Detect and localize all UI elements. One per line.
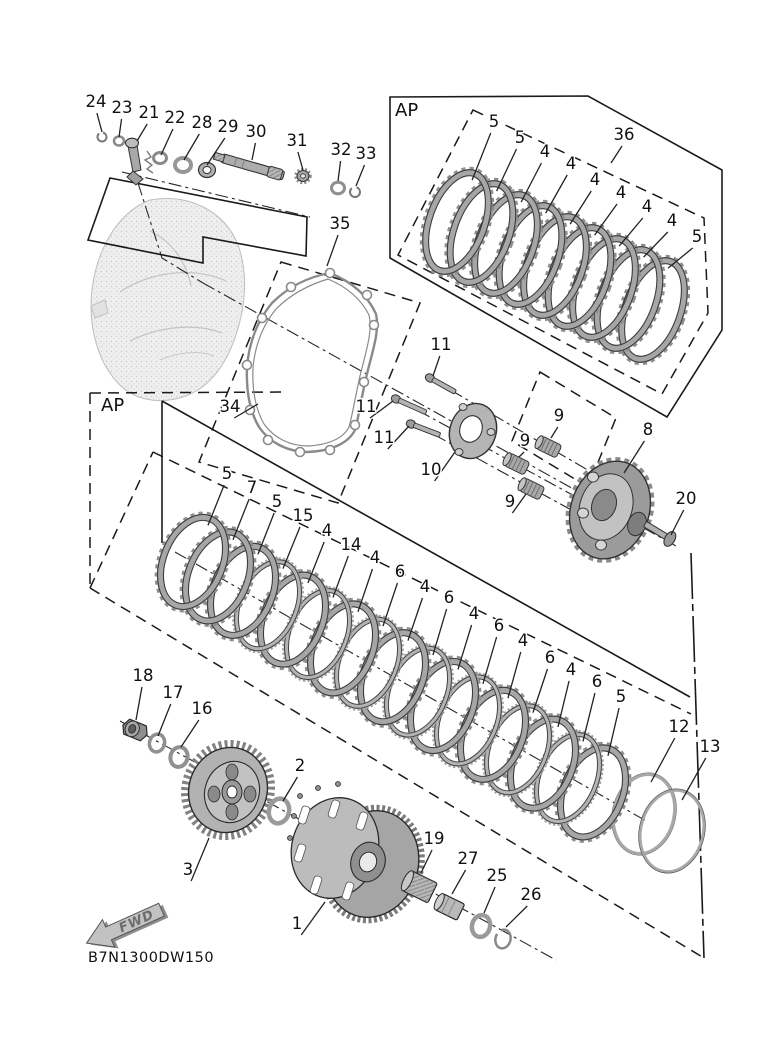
- leader-line-20: [671, 510, 684, 535]
- plate-label-top-6: 4: [641, 197, 653, 216]
- part-label-33-9: 33: [355, 144, 377, 163]
- leader-line-2: [283, 777, 297, 801]
- nut-18: [120, 718, 150, 743]
- lever-arm: [128, 145, 141, 172]
- lifter-ear-1: [459, 404, 467, 411]
- leader-line-6: [483, 637, 497, 684]
- plate-label-lower-6: 4: [369, 548, 381, 567]
- plate-label-lower-7: 6: [394, 562, 406, 581]
- boss-window-1: [226, 764, 238, 780]
- engine-case-art: [91, 199, 245, 401]
- part-label-16-26: 16: [191, 699, 213, 718]
- bolt-11-a: [424, 372, 457, 395]
- gear-31-bore: [301, 174, 306, 178]
- lifter-ear-2: [487, 429, 495, 436]
- stud: [298, 794, 303, 799]
- leader-line-6: [533, 669, 547, 713]
- circlip-24: [98, 133, 107, 142]
- pressure-plate-8: [554, 447, 667, 573]
- leader-line-33: [356, 165, 365, 186]
- spring-boss-2: [578, 508, 589, 518]
- part-label-1-29: 1: [291, 914, 303, 933]
- gasket-bolt-tabs: [243, 269, 379, 457]
- leader-line-14: [333, 556, 348, 597]
- spring-axis-2: [397, 399, 600, 510]
- part-label-18-24: 18: [132, 666, 154, 685]
- boss-window-4: [208, 786, 220, 802]
- part-label-21-2: 21: [138, 103, 160, 122]
- circlip-33: [350, 187, 360, 197]
- leader-line-25: [484, 887, 495, 913]
- plate-label-lower-2: 5: [271, 492, 283, 511]
- part-label-29-5: 29: [217, 117, 239, 136]
- part-label-11-13: 11: [430, 335, 452, 354]
- plate-label-lower-5: 14: [340, 535, 362, 554]
- part-label-19-30: 19: [423, 829, 445, 848]
- leader-line-17: [158, 704, 171, 736]
- retainer-rings: [603, 766, 713, 880]
- clutch-cover-gasket: [243, 269, 379, 457]
- leader-line-22: [161, 129, 173, 155]
- leader-line-9: [519, 452, 524, 457]
- washer-22: [154, 153, 167, 164]
- clutch-spring-9b: [501, 452, 530, 476]
- part-label-26-33: 26: [520, 885, 542, 904]
- plate-label-lower-15: 6: [591, 672, 603, 691]
- leader-line-23: [119, 119, 122, 137]
- part-label-25-32: 25: [486, 866, 508, 885]
- plate-label-lower-3: 15: [292, 506, 314, 525]
- leader-line-5: [472, 133, 491, 180]
- part-label-34-12: 34: [219, 397, 241, 416]
- clutch-boss-3: [172, 731, 285, 849]
- part-label-11-15: 11: [373, 428, 395, 447]
- leader-line-35: [327, 235, 338, 266]
- primary-parts: [120, 718, 513, 950]
- diagram-code: B7N1300DW150: [88, 950, 215, 966]
- plate-label-lower-12: 4: [517, 631, 529, 650]
- spacer-27: [432, 892, 465, 920]
- plate-label-top-8: 5: [691, 227, 703, 246]
- leader-line-32: [338, 161, 341, 181]
- leader-line-1: [301, 902, 325, 935]
- plate-label-top-2: 4: [539, 142, 551, 161]
- plate-label-lower-9: 6: [443, 588, 455, 607]
- plate-label-top-7: 4: [666, 211, 678, 230]
- part-label-10-16: 10: [420, 460, 442, 479]
- leader-line-3: [191, 838, 209, 881]
- release-lever-parts: [98, 133, 361, 198]
- clutch-spring-9a: [533, 435, 562, 459]
- clutch-housing-1: [278, 782, 436, 934]
- bearing-29-bore: [203, 167, 211, 174]
- part-label-11-14: 11: [355, 397, 377, 416]
- boss-window-3: [226, 804, 238, 820]
- leader-line-6: [433, 609, 447, 655]
- stud: [292, 814, 297, 819]
- leader-line-9: [551, 427, 558, 438]
- boss-bore: [227, 786, 237, 798]
- push-rod-shaft-30: [213, 151, 285, 181]
- washer-23: [114, 137, 124, 146]
- part-label-22-3: 22: [164, 108, 186, 127]
- bolt-shaft: [398, 398, 427, 415]
- ap-label-top-right: AP: [395, 100, 419, 121]
- part-label-8-20: 8: [642, 420, 654, 439]
- part-label-9-18: 9: [519, 431, 531, 450]
- leader-line-30: [252, 143, 255, 160]
- plate-label-lower-13: 6: [544, 648, 556, 667]
- leader-line-6: [383, 583, 397, 626]
- lever-spring-22: [145, 151, 153, 173]
- shaft-spline-end: [267, 166, 283, 180]
- lifter-ear-3: [455, 449, 463, 456]
- part-label-24-0: 24: [85, 92, 107, 111]
- lifter-plate-10: [442, 397, 504, 465]
- bolt-11-c: [405, 419, 441, 439]
- part-label-27-31: 27: [457, 849, 479, 868]
- plate-label-top-5: 4: [615, 183, 627, 202]
- leader-line-27: [452, 870, 466, 894]
- seal-28: [175, 158, 191, 172]
- plate-label-lower-10: 4: [468, 604, 480, 623]
- leader-line-12: [651, 738, 675, 782]
- part-label-36-11: 36: [613, 125, 635, 144]
- leader-line-15: [283, 527, 300, 569]
- leader-line-28: [184, 134, 199, 160]
- spring-boss-3: [596, 540, 607, 550]
- leader-line-13: [682, 758, 706, 800]
- plate-label-lower-0: 5: [221, 464, 233, 483]
- leader-line-31: [298, 152, 303, 170]
- push-lever-21: [126, 138, 144, 185]
- leader-line-18: [136, 687, 142, 720]
- lock-washer-17: [147, 732, 166, 753]
- plate-label-lower-1: 7: [246, 478, 258, 497]
- leader-line-26: [506, 906, 527, 927]
- leader-line-16: [181, 720, 199, 747]
- leader-line-24: [97, 113, 102, 132]
- part-label-28-4: 28: [191, 113, 213, 132]
- part-label-30-6: 30: [245, 122, 267, 141]
- spring-boss-1: [588, 472, 599, 482]
- stud: [288, 836, 293, 841]
- leader-line-21: [137, 124, 147, 141]
- lever-foot: [127, 171, 143, 185]
- plate-label-top-1: 5: [514, 128, 526, 147]
- part-label-31-7: 31: [286, 131, 308, 150]
- plate-label-top-3: 4: [565, 154, 577, 173]
- gear-31: [296, 169, 311, 183]
- part-label-3-27: 3: [182, 860, 194, 879]
- boss-window-2: [244, 786, 256, 802]
- plate-label-lower-11: 6: [493, 616, 505, 635]
- ap-label-lower-left: AP: [101, 395, 125, 416]
- stud: [316, 786, 321, 791]
- washer-25: [469, 913, 492, 939]
- part-label-23-1: 23: [111, 98, 133, 117]
- part-label-2-28: 2: [294, 756, 306, 775]
- part-label-20-21: 20: [675, 489, 697, 508]
- bolt-shaft: [413, 423, 441, 438]
- plate-label-lower-16: 5: [615, 687, 627, 706]
- part-label-12-22: 12: [668, 717, 690, 736]
- engine-case-silhouette: [91, 199, 245, 401]
- part-label-35-10: 35: [329, 214, 351, 233]
- part-label-17-25: 17: [162, 683, 184, 702]
- part-label-32-8: 32: [330, 140, 352, 159]
- washer-32: [332, 182, 345, 194]
- clutch-spring-9c: [516, 477, 545, 501]
- part-label-9-17: 9: [553, 406, 565, 425]
- leader-line-36: [611, 146, 622, 163]
- plate-label-lower-14: 4: [565, 660, 577, 679]
- lower-stack-box-left: [90, 452, 153, 588]
- lever-boss: [126, 138, 139, 148]
- leader-line-11: [433, 356, 440, 376]
- plate-label-lower-8: 4: [419, 577, 431, 596]
- plate-label-top-0: 5: [488, 112, 500, 131]
- bolt-shaft: [431, 377, 456, 394]
- plate-label-lower-4: 4: [321, 521, 333, 540]
- part-label-9-19: 9: [504, 492, 516, 511]
- plate-label-top-4: 4: [589, 170, 601, 189]
- part-label-13-23: 13: [699, 737, 721, 756]
- fwd-arrow-label: FWD: [116, 907, 157, 937]
- stud: [336, 782, 341, 787]
